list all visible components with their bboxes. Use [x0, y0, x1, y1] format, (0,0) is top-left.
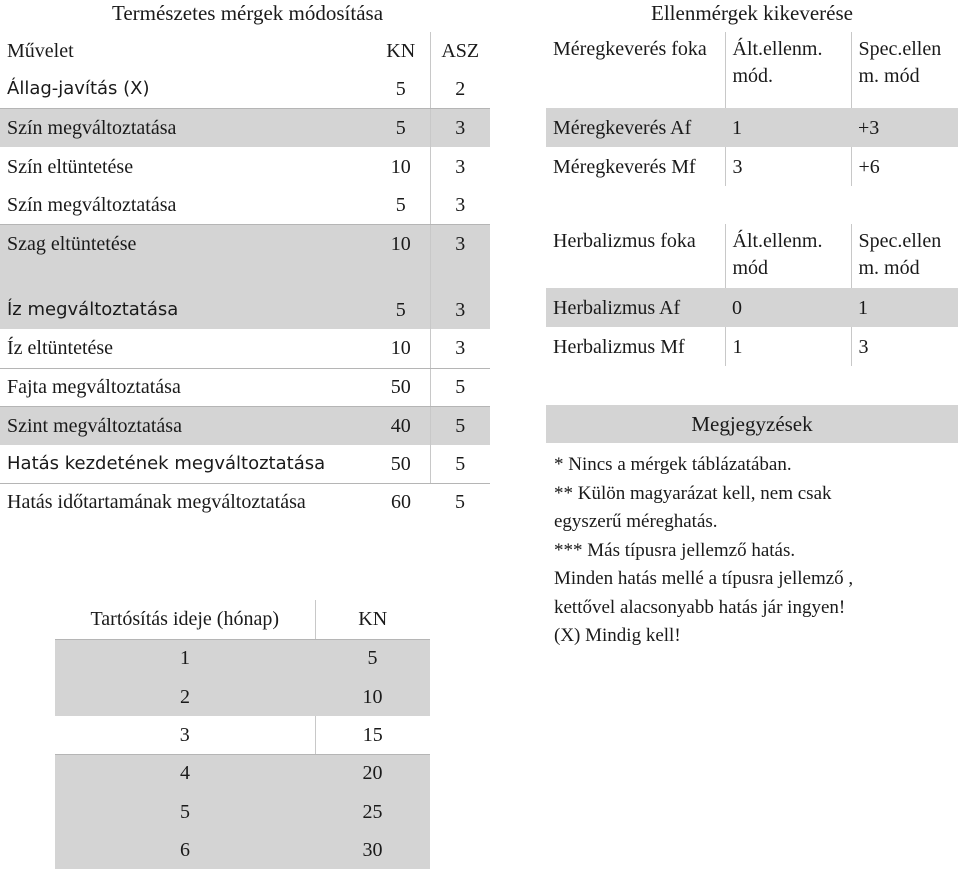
- header-preservation-time: Tartósítás ideje (hónap): [55, 600, 315, 639]
- note-line: ** Külön magyarázat kell, nem csak: [554, 482, 832, 504]
- row-name: Íz megváltoztatása: [0, 290, 372, 329]
- row-kn: 5: [372, 186, 430, 224]
- main-modifications-table: [0, 32, 490, 521]
- row-kn: 50: [372, 445, 430, 483]
- row-kn: 5: [372, 108, 430, 147]
- notes-header: Megjegyzések: [546, 405, 958, 443]
- table-row: [546, 288, 958, 327]
- row-name: Állag-javítás (X): [0, 70, 372, 108]
- row-month: 1: [55, 639, 315, 677]
- row-general-mod: 0: [725, 288, 851, 327]
- note-line: *** Más típusra jellemző hatás.: [554, 539, 796, 561]
- header-mixing-level: Méregkeverés foka: [553, 38, 707, 60]
- table-row: [55, 639, 430, 677]
- row-name: Íz eltüntetése: [0, 329, 372, 368]
- main-table-title: Természetes mérgek módosítása: [111, 1, 384, 25]
- row-name: Méregkeverés Mf: [553, 155, 696, 178]
- herbalism-header-row: [546, 224, 958, 288]
- row-kn: 5: [372, 70, 430, 108]
- antidote-header-row: [546, 32, 958, 108]
- preservation-table: [55, 600, 430, 869]
- row-month: 2: [55, 677, 315, 716]
- row-name: Szín megváltoztatása: [0, 186, 372, 224]
- header-special-antidote-mod: Spec.ellenm. mód: [851, 224, 958, 288]
- header-operation: Művelet: [7, 40, 74, 62]
- herbalism-table: [546, 224, 958, 366]
- row-asz: 3: [430, 329, 490, 368]
- table-row: [0, 70, 490, 108]
- table-row: [0, 186, 490, 224]
- note-line: * Nincs a mérgek táblázatában.: [554, 454, 792, 475]
- row-name: Szín eltüntetése: [7, 155, 134, 178]
- table-row: [546, 327, 958, 366]
- header-asz: ASZ: [430, 32, 490, 70]
- row-kn: 5: [315, 639, 430, 677]
- note-line: egyszerű méreghatás.: [554, 511, 718, 532]
- notes-list: [554, 451, 954, 651]
- row-asz: 3: [430, 147, 490, 186]
- table-row: [0, 368, 490, 406]
- row-name: Méregkeverés Af: [546, 108, 725, 147]
- row-asz: 5: [430, 445, 490, 483]
- row-asz: 2: [430, 70, 490, 108]
- table-row: [55, 754, 430, 792]
- row-kn: 30: [315, 831, 430, 869]
- row-month: 3: [55, 716, 315, 754]
- row-name: Szint megváltoztatása: [0, 406, 372, 445]
- antidote-table-title: Ellenmérgek kikeverése: [651, 1, 853, 25]
- row-month: 4: [55, 754, 315, 792]
- row-asz: 3: [430, 108, 490, 147]
- row-asz: 3: [430, 290, 490, 329]
- row-special-mod: +6: [851, 147, 958, 186]
- main-table-header-row: [0, 32, 490, 70]
- row-special-mod: +3: [851, 108, 958, 147]
- table-row: [0, 445, 490, 483]
- row-general-mod: 1: [725, 327, 851, 366]
- row-kn: 25: [315, 792, 430, 831]
- row-kn: 40: [372, 406, 430, 445]
- table-row: [0, 290, 490, 329]
- row-special-mod: 1: [851, 288, 958, 327]
- row-name: Hatás kezdetének megváltoztatása: [0, 445, 372, 483]
- table-row: [55, 677, 430, 716]
- row-asz: 3: [430, 186, 490, 224]
- row-asz: 5: [455, 491, 465, 514]
- row-kn: 15: [315, 716, 430, 754]
- row-kn: 50: [372, 368, 430, 406]
- table-row: [546, 108, 958, 147]
- table-row: [55, 792, 430, 831]
- table-row: [546, 147, 958, 186]
- header-special-antidote-mod: Spec.ellenm. mód: [851, 32, 958, 108]
- table-row: [55, 716, 430, 754]
- row-month: 6: [55, 831, 315, 869]
- header-kn: KN: [386, 40, 416, 62]
- note-line: (X) Mindig kell!: [554, 625, 681, 646]
- row-kn: 20: [315, 754, 430, 792]
- table-row: [0, 224, 490, 290]
- table-row: [55, 831, 430, 869]
- row-general-mod: 1: [725, 108, 851, 147]
- row-kn: 10: [372, 329, 430, 368]
- row-kn: 60: [391, 491, 411, 514]
- row-kn: 5: [372, 290, 430, 329]
- header-general-antidote-mod: Ált.ellenm. mód: [725, 224, 851, 288]
- table-row: [0, 108, 490, 147]
- table-row: [0, 147, 490, 186]
- header-preservation-kn: KN: [315, 600, 430, 639]
- row-kn: 10: [372, 224, 430, 290]
- note-line: kettővel alacsonyabb hatás jár ingyen!: [554, 596, 846, 618]
- header-general-antidote-mod: Ált.ellenm. mód.: [725, 32, 851, 108]
- row-month: 5: [55, 792, 315, 831]
- row-name: Herbalizmus Mf: [553, 335, 685, 358]
- row-asz: 5: [430, 406, 490, 445]
- row-name: Szag eltüntetése: [0, 224, 372, 290]
- row-kn: 10: [390, 155, 411, 178]
- antidote-mixing-table: [546, 32, 958, 186]
- row-name: Fajta megváltoztatása: [0, 368, 372, 406]
- table-row: [0, 406, 490, 445]
- row-name: Hatás időtartamának megváltoztatása: [7, 491, 306, 514]
- note-line: Minden hatás mellé a típusra jellemző ,: [554, 568, 854, 589]
- row-name: Herbalizmus Af: [546, 288, 725, 327]
- row-asz: 3: [430, 224, 490, 290]
- row-kn: 10: [315, 677, 430, 716]
- header-herbalism-level: Herbalizmus foka: [553, 230, 696, 252]
- table-row: [0, 329, 490, 368]
- table-row: [0, 483, 490, 521]
- preservation-header-row: [55, 600, 430, 639]
- row-general-mod: 3: [725, 147, 851, 186]
- row-asz: 5: [430, 368, 490, 406]
- row-name: Szín megváltoztatása: [0, 108, 372, 147]
- row-special-mod: 3: [851, 327, 958, 366]
